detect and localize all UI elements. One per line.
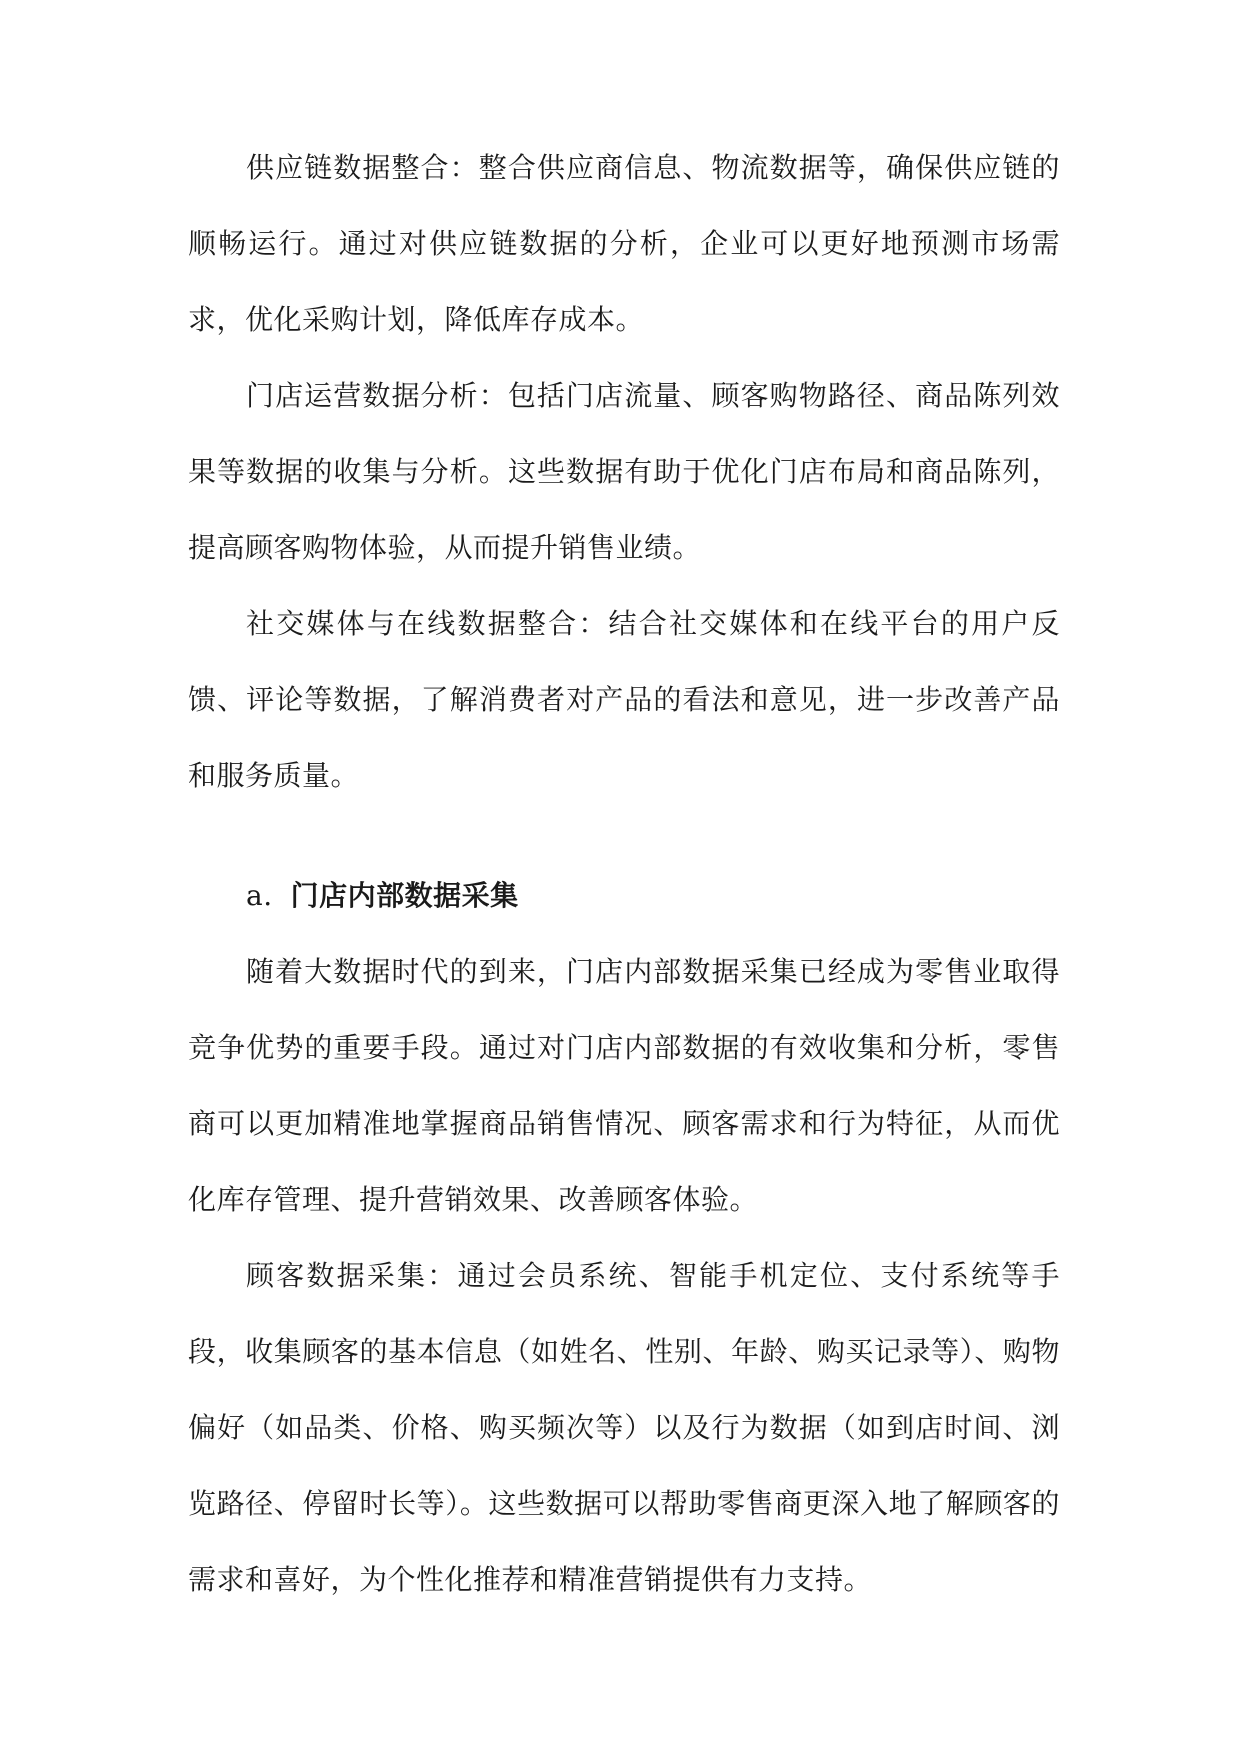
section-heading-marker: a. — [246, 879, 273, 912]
section-heading-title: 门店内部数据采集 — [290, 879, 519, 912]
section-heading — [188, 858, 1060, 934]
paragraph-store-data-collection-intro: 随着大数据时代的到来，门店内部数据采集已经成为零售业取得竞争优势的重要手段。通过对门店内部数据的有效收集和分析，零售商可以更加精准地掌握商品销售情况、顾客需求和行为特征，从而优化库存管理、提升营销效果、改善顾客体验。 — [188, 955, 1060, 1216]
paragraph-customer-data-collection: 顾客数据采集：通过会员系统、智能手机定位、支付系统等手段，收集顾客的基本信息（如姓名、性别、年龄、购买记录等）、购物偏好（如品类、价格、购买频次等）以及行为数据（如到店时间、浏览路径、停留时长等）。这些数据可以帮助零售商更深入地了解顾客的需求和喜好，为个性化推荐和精准营销提供有力支持。 — [188, 1259, 1060, 1596]
paragraph-store-operations-analysis: 门店运营数据分析：包括门店流量、顾客购物路径、商品陈列效果等数据的收集与分析。这些数据有助于优化门店布局和商品陈列，提高顾客购物体验，从而提升销售业绩。 — [188, 379, 1060, 564]
paragraph-social-media-integration: 社交媒体与在线数据整合：结合社交媒体和在线平台的用户反馈、评论等数据，了解消费者对产品的看法和意见，进一步改善产品和服务质量。 — [188, 607, 1060, 792]
document-body — [188, 130, 1060, 1618]
paragraph-supply-chain-integration: 供应链数据整合：整合供应商信息、物流数据等，确保供应链的顺畅运行。通过对供应链数据的分析，企业可以更好地预测市场需求，优化采购计划，降低库存成本。 — [188, 151, 1060, 336]
